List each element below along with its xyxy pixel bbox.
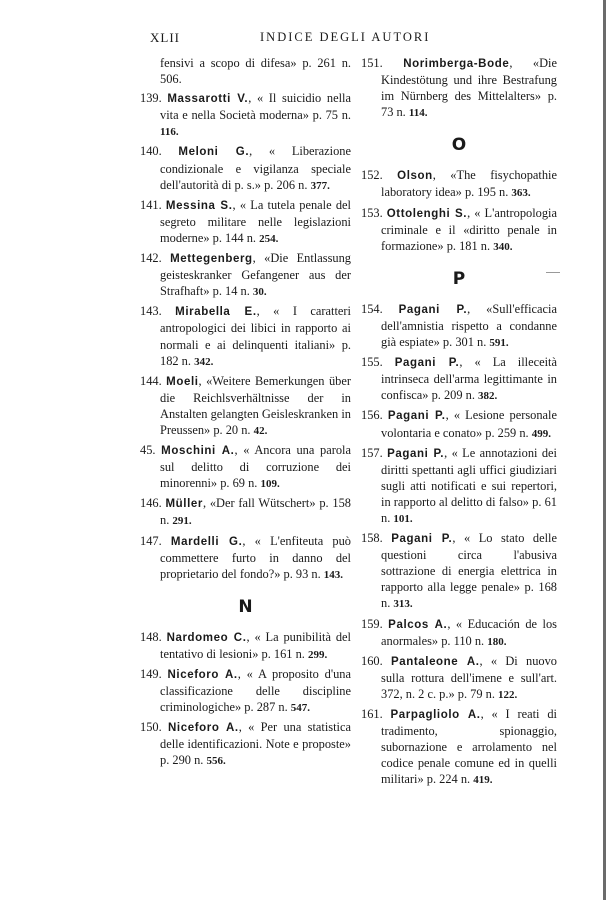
index-entry (361, 616, 557, 650)
entry-text: , « Lesione personale volontaria e conato» p. 259 n. (381, 408, 557, 440)
entry-number: 157. (361, 445, 383, 460)
index-entry (140, 197, 351, 247)
index-entry (361, 354, 557, 404)
entry-ref: 254. (259, 232, 279, 245)
entry-number: 45. (140, 443, 156, 458)
entry-ref: 499. (531, 427, 551, 440)
entry-number: 141. (140, 197, 162, 212)
entry-text: , «Der fall Wütschert» p. 158 n. (160, 496, 351, 528)
entry-number: 149. (140, 667, 162, 681)
index-entry (140, 90, 351, 140)
entry-text: , « L'enfiteuta può commettere furto in danno del proprietario del fondo?» p. 93 n. (160, 533, 351, 581)
index-entry (140, 719, 351, 769)
entry-ref: 547. (290, 702, 311, 715)
entry-ref: 363. (511, 187, 531, 200)
section-letter-n: N (238, 596, 253, 617)
entry-text: , «Die Entlassung geisteskranker Gefangener aus der Strafhaft» p. 14 n. (160, 251, 351, 299)
entry-ref: 291. (172, 515, 192, 528)
entry-number: 144. (140, 373, 162, 388)
entry-ref: 116. (160, 126, 179, 139)
index-entry (361, 706, 557, 788)
entry-ref: 377. (310, 179, 330, 192)
section-letter-p: P (452, 268, 466, 289)
entry-author: Niceforo A. (168, 722, 239, 735)
index-entry (140, 666, 351, 716)
entry-ref: 506. (160, 72, 182, 87)
page-title: INDICE DEGLI AUTORI (260, 30, 431, 44)
entry-text: , « Lo stato delle questioni circa l'abusiva sottrazione di energia elettrica in rapporto alla legge penale» p. 168 n. (381, 531, 557, 611)
entry-ref: 109. (260, 478, 280, 491)
running-header (150, 30, 450, 48)
entry-ref: 143. (323, 568, 344, 581)
entry-number: 146. (140, 496, 162, 511)
entry-text: , «The fisychopathie laboratory idea» p. 195 n. (381, 168, 557, 200)
entry-author: Mettegenberg (170, 253, 253, 266)
entry-author: Pantaleone A. (390, 655, 480, 668)
right-column (361, 55, 557, 791)
entry-number: 161. (361, 707, 383, 721)
entry-author: Nardomeo C. (166, 631, 247, 644)
entry-author: Pagani P. (391, 533, 453, 546)
entry-ref: 299. (308, 648, 328, 661)
entry-number: 142. (140, 251, 162, 266)
index-entry (361, 301, 557, 351)
entry-number: 150. (140, 720, 162, 735)
entry-number: 160. (361, 653, 383, 668)
scan-mark (546, 272, 560, 273)
index-entry (361, 205, 557, 255)
entry-author: Moschini A. (161, 445, 235, 458)
entry-text: , « La tutela penale del segreto militare nelle legislazioni moderne» p. 144 n. (160, 197, 351, 245)
index-entry (361, 653, 557, 703)
entry-text: , «Sull'efficacia dell'amnistia rispetto a condanne già espiate» p. 301 n. (381, 301, 557, 350)
entry-number: 154. (361, 301, 383, 316)
entry-number: 152. (361, 168, 383, 183)
entry-ref: 101. (393, 512, 413, 525)
entry-author: Olson (397, 170, 433, 183)
entry-number: 143. (140, 304, 162, 319)
entry-number: 151. (361, 56, 383, 70)
entry-number: 153. (361, 205, 383, 220)
index-entry (140, 442, 351, 492)
entry-author: Massarotti V. (167, 93, 249, 106)
entry-text: fensivi a scopo di difesa» p. 261 n. (160, 56, 351, 70)
entry-author: Norimberga-Bode (403, 58, 510, 70)
index-entry (140, 250, 351, 300)
entry-author: Pagani P. (387, 410, 446, 423)
entry-author: Mirabella E. (175, 306, 257, 319)
section-letter-o: O (451, 135, 467, 156)
entry-text: , « Liberazione condizionale e vigilanza speciale dell'autorità di p. s.» p. 206 n. (160, 144, 351, 192)
entry-text: , « I reati di tradimento, spionaggio, subornazione e arrolamento nel codice penale comune ed in quelli militari» p. 224 n. (381, 707, 557, 787)
index-entry (361, 167, 557, 201)
index-entry (361, 530, 557, 612)
index-entry (361, 55, 557, 121)
entry-text: , « Il suicidio nella vita e nella Società moderna» p. 75 n. (160, 91, 351, 123)
entry-text: , « A proposito d'una classificazione delle discipline criminologiche» p. 287 n. (160, 667, 351, 715)
entry-author: Ottolenghi S. (386, 207, 468, 220)
entry-number: 155. (361, 355, 383, 370)
entry-text: , «Weitere Bemerkungen über die Reichlsverhältnisse der in Anstalten gelangten Geisleskranken in Preussen» p. 20 n. (160, 373, 351, 437)
entry-author: Pagani P. (387, 447, 445, 460)
entry-number: 140. (140, 144, 162, 159)
entry-text: , « La punibilità del tentativo di lesioni» p. 161 n. (160, 629, 351, 661)
entry-text: , « Di nuovo sulla rottura dell'imene e sull'art. 372, n. 2 c. p.» p. 79 n. (381, 653, 557, 701)
continued-entry (140, 55, 351, 87)
index-entry (140, 533, 351, 583)
index-entry (361, 445, 557, 527)
index-entry (140, 143, 351, 193)
entry-text: , « Per una statistica delle identificazioni. Note e proposte» p. 290 n. (160, 720, 352, 768)
index-entry (140, 373, 351, 439)
entry-ref: 30. (252, 286, 267, 299)
entry-author: Pagani P. (394, 357, 460, 370)
entry-ref: 180. (487, 635, 507, 648)
entry-ref: 342. (194, 355, 214, 368)
entry-number: 159. (361, 616, 383, 631)
entry-ref: 419. (473, 774, 493, 787)
entry-ref: 591. (489, 337, 509, 350)
entry-ref: 42. (253, 424, 268, 437)
entry-number: 156. (361, 408, 383, 423)
entry-number: 139. (140, 91, 162, 106)
left-column (140, 55, 351, 773)
page-number: XLII (150, 30, 180, 45)
entry-ref: 382. (478, 390, 498, 403)
entry-text: , « La illeceità intrinseca dell'arma legittimante in confisca» p. 209 n. (381, 355, 557, 403)
entry-author: Niceforo A. (167, 669, 238, 681)
entry-text: , « Le annotazioni dei diritti spettanti agli uffici giudiziari sugli atti notificati e sui repertori, in rapporto al delitto di falso» p. 61 n. (381, 445, 557, 525)
entry-number: 158. (361, 531, 383, 546)
entry-author: Pagani P. (398, 303, 468, 316)
entry-text: , « Ancora una parola sul delitto di corruzione dei minorenni» p. 69 n. (160, 443, 351, 491)
index-entry (140, 495, 351, 529)
entry-text: , « I caratteri antropologici dei libici in rapporto ai normali e ai delinquenti italiani» p. 182 n. (160, 304, 351, 368)
entry-text: , «Die Kindestötung und ihre Bestrafung im Nürnberg des Mittelalters» p. 73 n. (381, 56, 557, 120)
entry-ref: 122. (498, 688, 518, 701)
index-entry (361, 407, 557, 441)
entry-ref: 313. (393, 598, 413, 611)
entry-author: Moeli (166, 375, 199, 388)
entry-author: Mardelli G. (170, 535, 243, 548)
entry-number: 148. (140, 629, 162, 644)
entry-text: , « Educación de los anormales» p. 110 n. (381, 616, 557, 648)
index-entry (140, 303, 351, 369)
entry-ref: 114. (408, 107, 428, 120)
entry-ref: 340. (493, 240, 513, 253)
entry-author: Müller (165, 498, 203, 511)
entry-author: Messina S. (165, 199, 233, 212)
index-entry (140, 629, 351, 663)
entry-author: Palcos A. (388, 618, 448, 631)
entry-author: Parpagliolo A. (390, 709, 481, 721)
entry-number: 147. (140, 533, 162, 548)
column-gutter (355, 55, 356, 835)
entry-author: Meloni G. (178, 146, 250, 159)
entry-ref: 556. (206, 755, 226, 768)
entry-text: , « L'antropologia criminale e il «diritto penale in formazione» p. 181 n. (381, 205, 557, 253)
